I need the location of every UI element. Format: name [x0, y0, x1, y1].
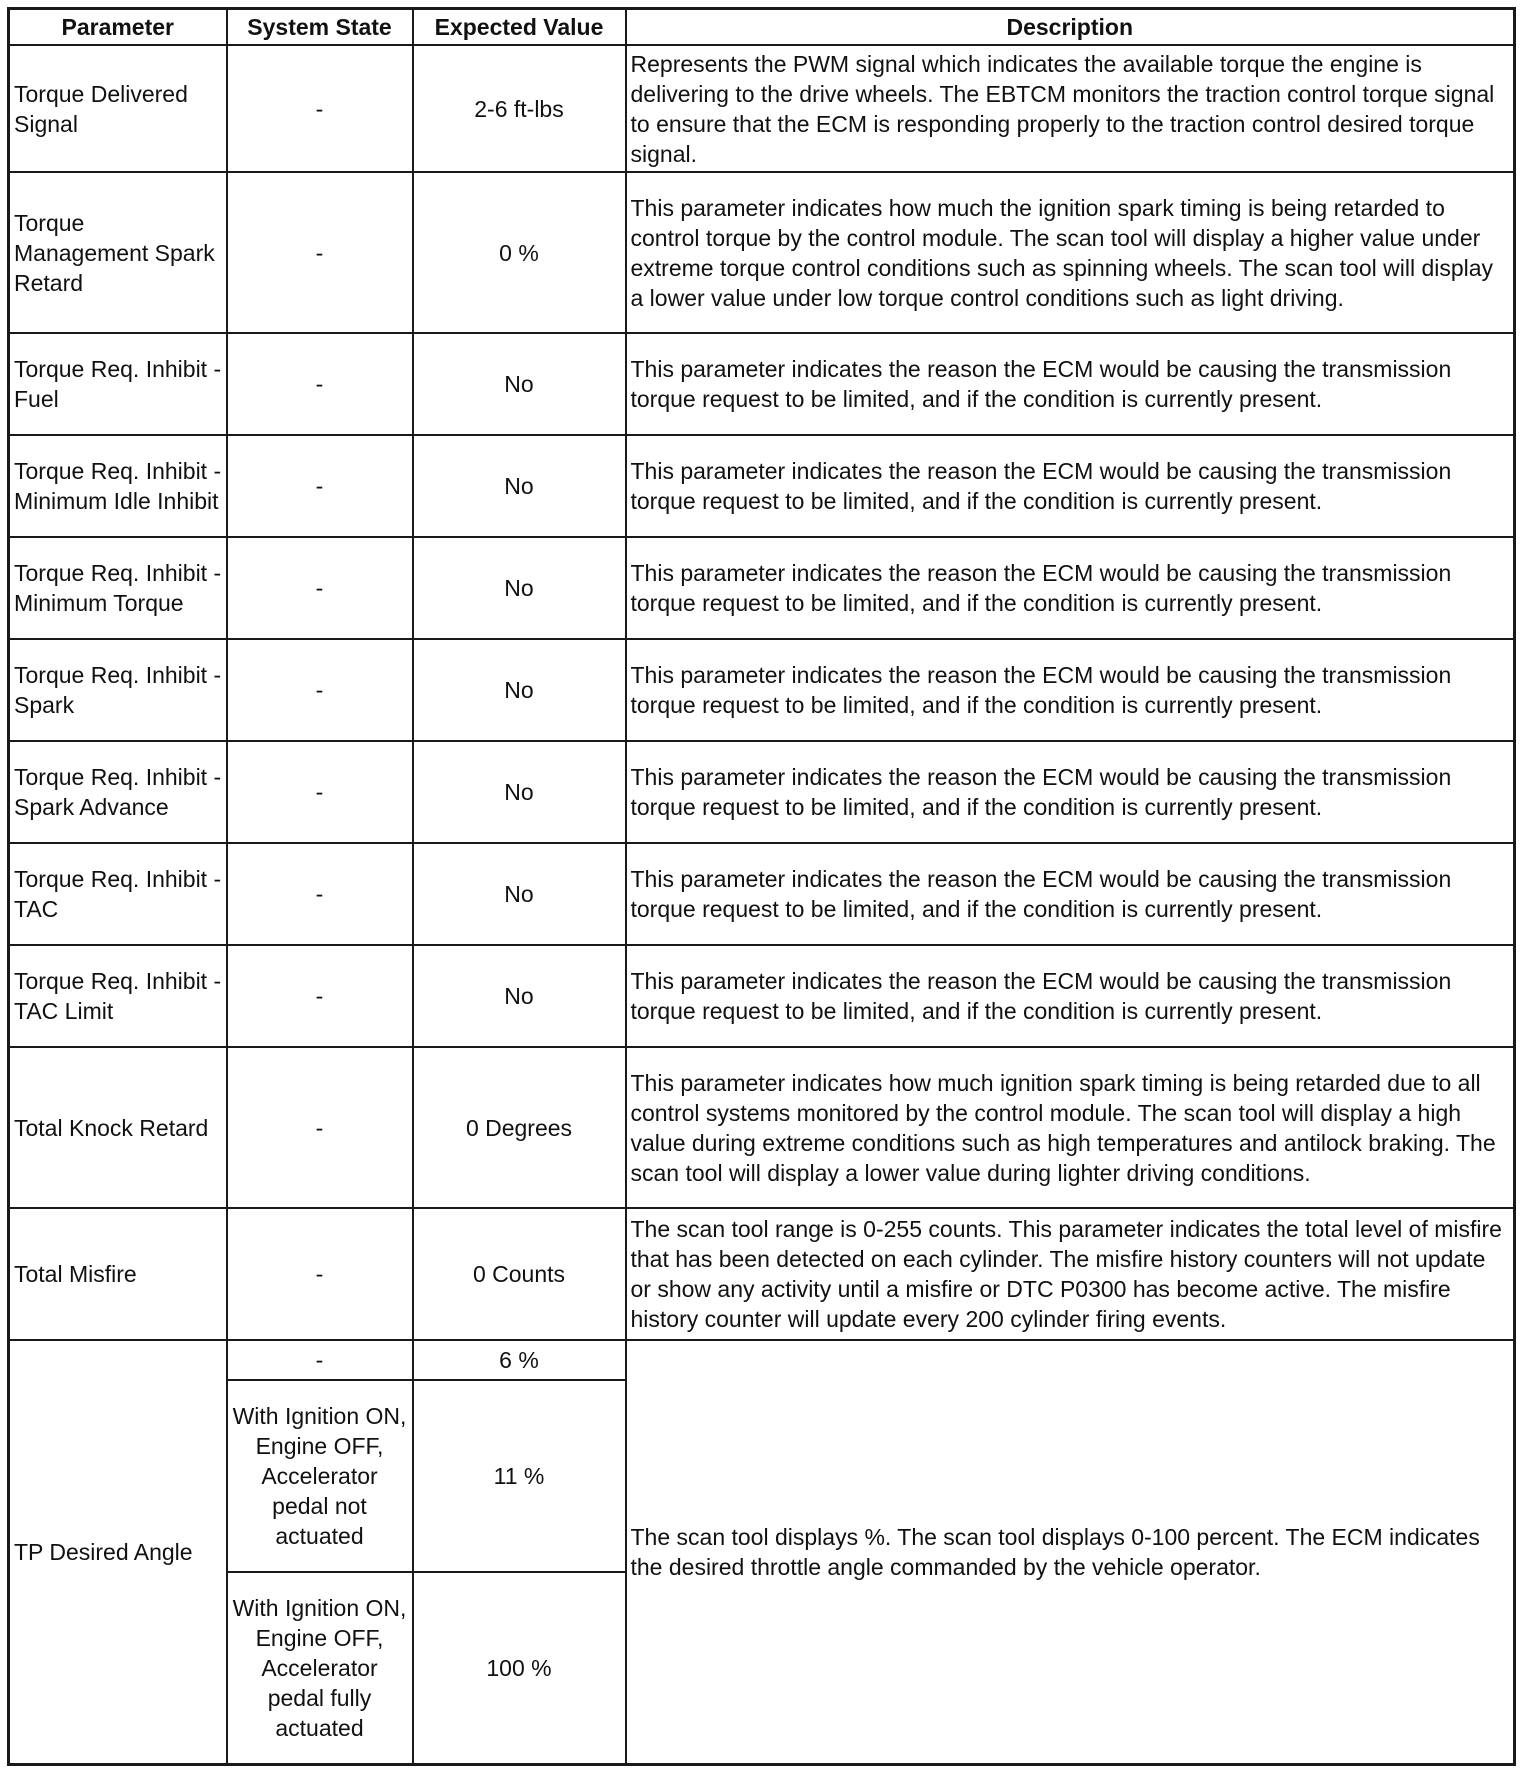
- description-cell: The scan tool range is 0-255 counts. This parameter indicates the total level of misfire that has been detected on each cylinder. The misfire history counters will not update or show any activity until a misfire or DTC P0300 has become active. The misfire history counter will update every 200 cylinder firing events.: [626, 1208, 1515, 1340]
- system-state-cell: -: [227, 172, 413, 333]
- system-state-cell: -: [227, 639, 413, 741]
- table-row: [9, 741, 1515, 843]
- parameter-cell: Total Knock Retard: [9, 1047, 227, 1208]
- expected-value-cell: 0 Degrees: [413, 1047, 626, 1208]
- expected-value-cell: 0 %: [413, 172, 626, 333]
- expected-value-cell: 6 %: [413, 1340, 626, 1380]
- table-row: [9, 945, 1515, 1047]
- system-state-cell: -: [227, 537, 413, 639]
- expected-value-cell: 100 %: [413, 1572, 626, 1764]
- expected-value-cell: No: [413, 537, 626, 639]
- system-state-cell: With Ignition ON, Engine OFF, Accelerator pedal not actuated: [227, 1380, 413, 1572]
- document-page: [7, 7, 1513, 1766]
- description-cell: This parameter indicates the reason the ECM would be causing the transmission torque request to be limited, and if the condition is currently present.: [626, 741, 1515, 843]
- table-row: [9, 172, 1515, 333]
- system-state-cell: -: [227, 945, 413, 1047]
- parameter-cell: Total Misfire: [9, 1208, 227, 1340]
- system-state-cell: -: [227, 333, 413, 435]
- expected-value-cell: No: [413, 945, 626, 1047]
- table-row: [9, 333, 1515, 435]
- description-cell: This parameter indicates the reason the ECM would be causing the transmission torque request to be limited, and if the condition is currently present.: [626, 537, 1515, 639]
- table-row: [9, 843, 1515, 945]
- description-cell: This parameter indicates the reason the ECM would be causing the transmission torque request to be limited, and if the condition is currently present.: [626, 843, 1515, 945]
- description-cell: This parameter indicates the reason the ECM would be causing the transmission torque request to be limited, and if the condition is currently present.: [626, 945, 1515, 1047]
- parameter-cell: Torque Req. Inhibit - TAC: [9, 843, 227, 945]
- header-expected-value: Expected Value: [413, 9, 626, 46]
- description-cell: This parameter indicates how much ignition spark timing is being retarded due to all control systems monitored by the control module. The scan tool will display a high value during extreme conditions such as high temperatures and antilock braking. The scan tool will display a lower value during lighter driving conditions.: [626, 1047, 1515, 1208]
- expected-value-cell: No: [413, 333, 626, 435]
- table-row: [9, 1340, 1515, 1380]
- parameter-cell: Torque Req. Inhibit - Minimum Torque: [9, 537, 227, 639]
- header-row: [9, 9, 1515, 46]
- description-cell: This parameter indicates the reason the ECM would be causing the transmission torque request to be limited, and if the condition is currently present.: [626, 333, 1515, 435]
- system-state-cell: -: [227, 435, 413, 537]
- system-state-cell: -: [227, 45, 413, 172]
- table-row: [9, 537, 1515, 639]
- table-row: [9, 1047, 1515, 1208]
- description-cell: This parameter indicates how much the ignition spark timing is being retarded to control torque by the control module. The scan tool will display a higher value under extreme torque control conditions such as spinning wheels. The scan tool will display a lower value under low torque control conditions such as light driving.: [626, 172, 1515, 333]
- table-row: [9, 435, 1515, 537]
- table-row: [9, 1208, 1515, 1340]
- description-cell: Represents the PWM signal which indicates the available torque the engine is delivering to the drive wheels. The EBTCM monitors the traction control torque signal to ensure that the ECM is responding properly to the traction control desired torque signal.: [626, 45, 1515, 172]
- system-state-cell: -: [227, 1208, 413, 1340]
- parameter-cell: Torque Req. Inhibit - Spark: [9, 639, 227, 741]
- expected-value-cell: No: [413, 843, 626, 945]
- system-state-cell: -: [227, 843, 413, 945]
- expected-value-cell: 0 Counts: [413, 1208, 626, 1340]
- parameter-cell: Torque Req. Inhibit - Minimum Idle Inhibit: [9, 435, 227, 537]
- system-state-cell: With Ignition ON, Engine OFF, Accelerator pedal fully actuated: [227, 1572, 413, 1764]
- description-cell: This parameter indicates the reason the ECM would be causing the transmission torque request to be limited, and if the condition is currently present.: [626, 639, 1515, 741]
- parameter-table: [7, 7, 1516, 1766]
- header-description: Description: [626, 9, 1515, 46]
- parameter-cell: Torque Req. Inhibit - TAC Limit: [9, 945, 227, 1047]
- expected-value-cell: No: [413, 639, 626, 741]
- parameter-cell: Torque Management Spark Retard: [9, 172, 227, 333]
- header-system-state: System State: [227, 9, 413, 46]
- expected-value-cell: No: [413, 435, 626, 537]
- system-state-cell: -: [227, 741, 413, 843]
- expected-value-cell: 11 %: [413, 1380, 626, 1572]
- description-cell: This parameter indicates the reason the ECM would be causing the transmission torque request to be limited, and if the condition is currently present.: [626, 435, 1515, 537]
- table-row: [9, 639, 1515, 741]
- description-cell: The scan tool displays %. The scan tool displays 0-100 percent. The ECM indicates the desired throttle angle commanded by the vehicle operator.: [626, 1340, 1515, 1764]
- parameter-cell: Torque Delivered Signal: [9, 45, 227, 172]
- expected-value-cell: No: [413, 741, 626, 843]
- table-row: [9, 45, 1515, 172]
- expected-value-cell: 2-6 ft-lbs: [413, 45, 626, 172]
- parameter-cell: Torque Req. Inhibit - Spark Advance: [9, 741, 227, 843]
- parameter-cell: TP Desired Angle: [9, 1340, 227, 1764]
- header-parameter: Parameter: [9, 9, 227, 46]
- parameter-cell: Torque Req. Inhibit - Fuel: [9, 333, 227, 435]
- system-state-cell: -: [227, 1340, 413, 1380]
- system-state-cell: -: [227, 1047, 413, 1208]
